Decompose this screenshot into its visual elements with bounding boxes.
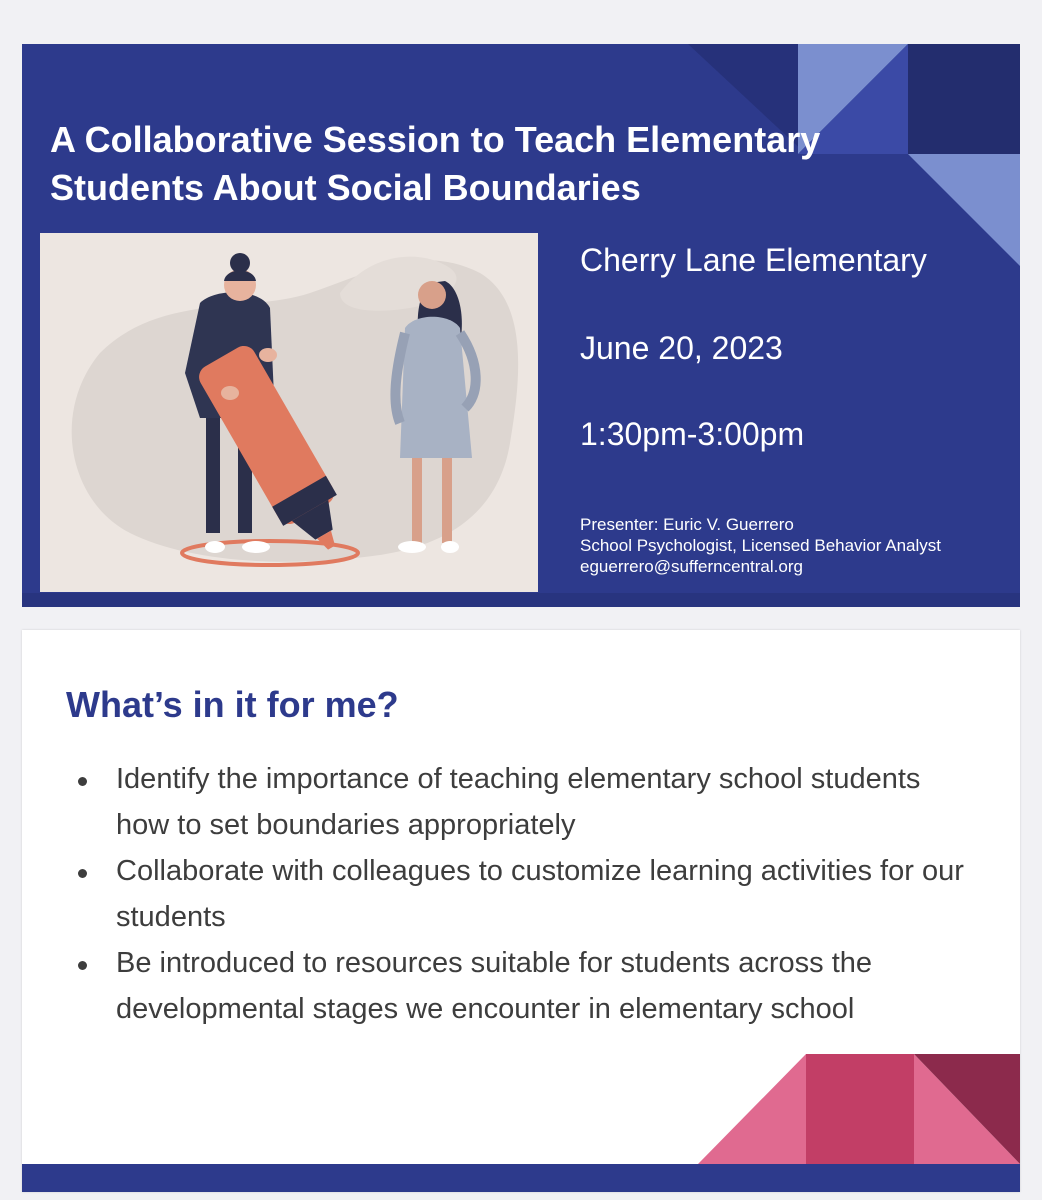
slide-title: A Collaborative Session to Teach Elementary Students About Social Boundaries	[50, 119, 821, 208]
objectives-slide	[22, 630, 1020, 1192]
presenter-name: Presenter: Euric V. Guerrero	[580, 515, 794, 534]
session-date: June 20, 2023	[580, 330, 783, 366]
footer-band	[22, 1164, 1020, 1192]
presenter-email[interactable]: eguerrero@sufferncentral.org	[580, 557, 803, 576]
list-item: Collaborate with colleagues to customize learning activities for our students	[70, 848, 970, 940]
decorative-triangles	[22, 630, 1020, 1192]
title-slide	[22, 44, 1020, 607]
illustration-people-with-marker	[40, 233, 538, 592]
list-item: Identify the importance of teaching elementary school students how to set boundaries appropriately	[70, 756, 970, 848]
session-time: 1:30pm-3:00pm	[580, 416, 805, 452]
footer-band	[22, 593, 1020, 607]
presenter-info	[580, 514, 941, 577]
slide-title: What’s in it for me?	[66, 684, 399, 725]
list-item: Be introduced to resources suitable for students across the developmental stages we encounter in elementary school	[70, 940, 970, 1032]
school-name: Cherry Lane Elementary	[580, 242, 927, 278]
presenter-role: School Psychologist, Licensed Behavior Analyst	[580, 536, 941, 555]
